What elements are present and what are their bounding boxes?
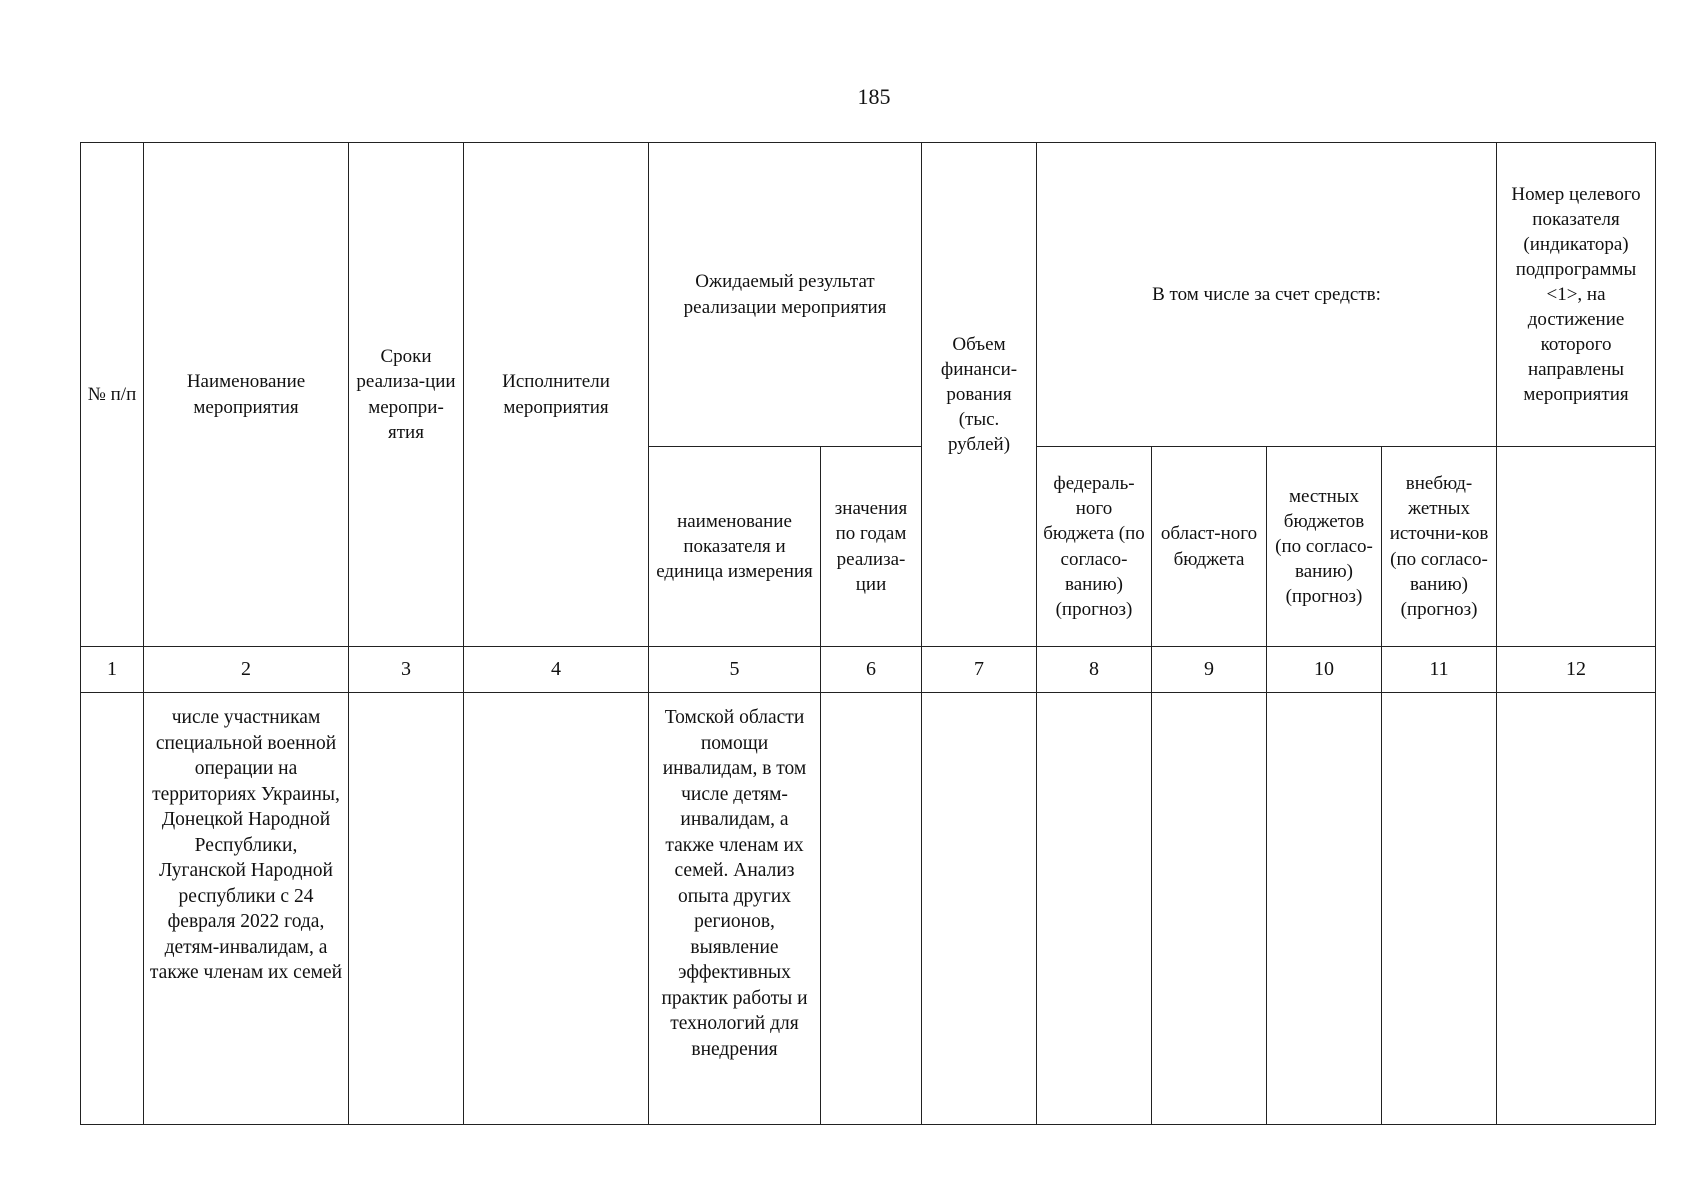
- column-number: 9: [1152, 647, 1267, 693]
- header-executors: Исполнители мероприятия: [464, 143, 649, 647]
- column-number: 12: [1497, 647, 1656, 693]
- column-number: 4: [464, 647, 649, 693]
- indicator-name-cell: Томской области помощи инвалидам, в том числе детям-инвалидам, а также членам их семей. Анализ опыта других регионов, выявление эффективных практик работы и технологий для внедрения: [649, 693, 821, 1125]
- column-number: 7: [922, 647, 1037, 693]
- header-values-by-year: значения по годам реализа-ции: [821, 447, 922, 647]
- header-regional-budget: област-ного бюджета: [1152, 447, 1267, 647]
- header-activity-name: Наименование мероприятия: [144, 143, 349, 647]
- header-target-indicator: Номер целевого показателя (индикатора) подпрограммы <1>, на достижение которого направлены мероприятия: [1497, 143, 1656, 447]
- header-indicator-name: наименование показателя и единица измерения: [649, 447, 821, 647]
- column-number: 3: [349, 647, 464, 693]
- regional-cell: [1152, 693, 1267, 1125]
- activity-name-cell: числе участникам специальной военной операции на территориях Украины, Донецкой Народной Республики, Луганской Народной республики с 24 февраля 2022 года, детям-инвалидам, а также членам их семей: [144, 693, 349, 1125]
- column-number: 2: [144, 647, 349, 693]
- column-number: 1: [81, 647, 144, 693]
- header-timing: Сроки реализа-ции меропри-ятия: [349, 143, 464, 647]
- federal-cell: [1037, 693, 1152, 1125]
- header-expected-result: Ожидаемый результат реализации мероприятия: [649, 143, 922, 447]
- activities-table: [80, 142, 1656, 1125]
- header-funding-volume: Объем финанси-рования (тыс. рублей): [922, 143, 1037, 647]
- values-cell: [821, 693, 922, 1125]
- header-including-sources: В том числе за счет средств:: [1037, 143, 1497, 447]
- column-number: 6: [821, 647, 922, 693]
- local-cell: [1267, 693, 1382, 1125]
- column-number-row: [81, 647, 1656, 693]
- target-indicator-cell: [1497, 693, 1656, 1125]
- column-number: 10: [1267, 647, 1382, 693]
- extrabudgetary-cell: [1382, 693, 1497, 1125]
- header-number: № п/п: [81, 143, 144, 647]
- header-empty-cell: [1497, 447, 1656, 647]
- column-number: 11: [1382, 647, 1497, 693]
- header-extrabudgetary: внебюд-жетных источни-ков (по согласо-ванию) (прогноз): [1382, 447, 1497, 647]
- timing-cell: [349, 693, 464, 1125]
- header-row-top: [81, 143, 1656, 447]
- column-number: 5: [649, 647, 821, 693]
- column-number: 8: [1037, 647, 1152, 693]
- funding-cell: [922, 693, 1037, 1125]
- header-local-budgets: местных бюджетов (по согласо-ванию) (прогноз): [1267, 447, 1382, 647]
- executors-cell: [464, 693, 649, 1125]
- page-number: 185: [857, 84, 891, 109]
- table-row: [81, 693, 1656, 1125]
- row-number-cell: [81, 693, 144, 1125]
- header-federal-budget: федераль-ного бюджета (по согласо-ванию) (прогноз): [1037, 447, 1152, 647]
